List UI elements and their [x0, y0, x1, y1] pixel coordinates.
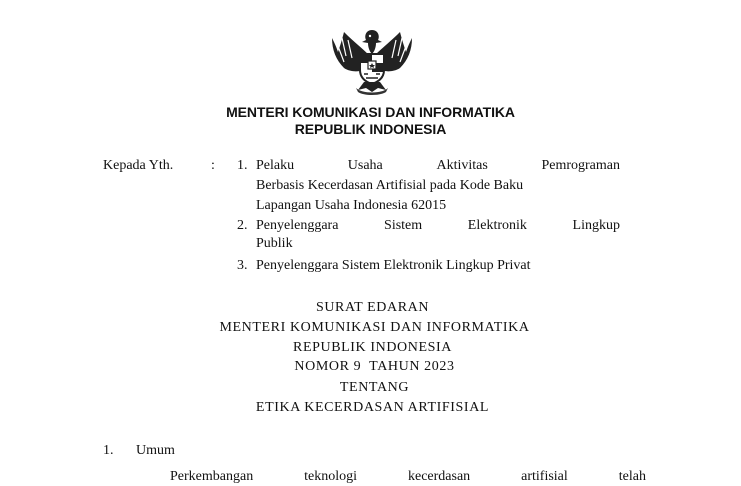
word: Aktivitas: [436, 158, 488, 173]
addressee-item-2-line-1: [256, 218, 620, 234]
addressee-item-2-line-2: Publik: [256, 236, 293, 251]
word: Pelaku: [256, 158, 295, 173]
section-1-number: 1.: [103, 443, 114, 458]
addressee-item-2-number: 2.: [237, 218, 248, 233]
word: teknologi: [304, 469, 358, 484]
addressee-item-1-line-3: Lapangan Usaha Indonesia 62015: [256, 198, 447, 213]
addressee-item-3-number: 3.: [237, 258, 248, 273]
addressee-colon: :: [211, 158, 215, 173]
addressee-item-3-line-1: Penyelenggara Sistem Elektronik Lingkup Privat: [256, 258, 531, 273]
word: Elektronik: [467, 218, 527, 233]
addressee-label: Kepada Yth.: [103, 158, 174, 173]
title-number-year: NOMOR 9 TAHUN 2023: [294, 359, 455, 374]
title-tentang: TENTANG: [339, 380, 410, 395]
title-ministry: MENTERI KOMUNIKASI DAN INFORMATIKA: [219, 320, 530, 335]
letterhead-ministry: MENTERI KOMUNIKASI DAN INFORMATIKA: [226, 104, 515, 120]
section-1-heading: Umum: [136, 443, 175, 458]
title-surat-edaran: SURAT EDARAN: [315, 300, 430, 315]
title-subject: ETIKA KECERDASAN ARTIFISIAL: [255, 400, 490, 415]
garuda-emblem-icon: [326, 26, 418, 98]
word: Sistem: [384, 218, 423, 233]
word: kecerdasan: [408, 469, 471, 484]
section-1-paragraph-line-1: [170, 469, 646, 485]
word: Pemrograman: [541, 158, 620, 173]
letterhead-country: REPUBLIK INDONESIA: [294, 121, 447, 137]
word: Penyelenggara: [256, 218, 339, 233]
addressee-item-1-number: 1.: [237, 158, 248, 173]
word: artifisial: [521, 469, 568, 484]
word: Usaha: [347, 158, 383, 173]
title-country: REPUBLIK INDONESIA: [293, 340, 452, 355]
addressee-item-1-line-1: [256, 158, 620, 174]
word: Perkembangan: [170, 469, 254, 484]
word: Lingkup: [572, 218, 620, 233]
addressee-item-1-line-2: Berbasis Kecerdasan Artifisial pada Kode Baku: [256, 178, 524, 193]
word: telah: [618, 469, 646, 484]
